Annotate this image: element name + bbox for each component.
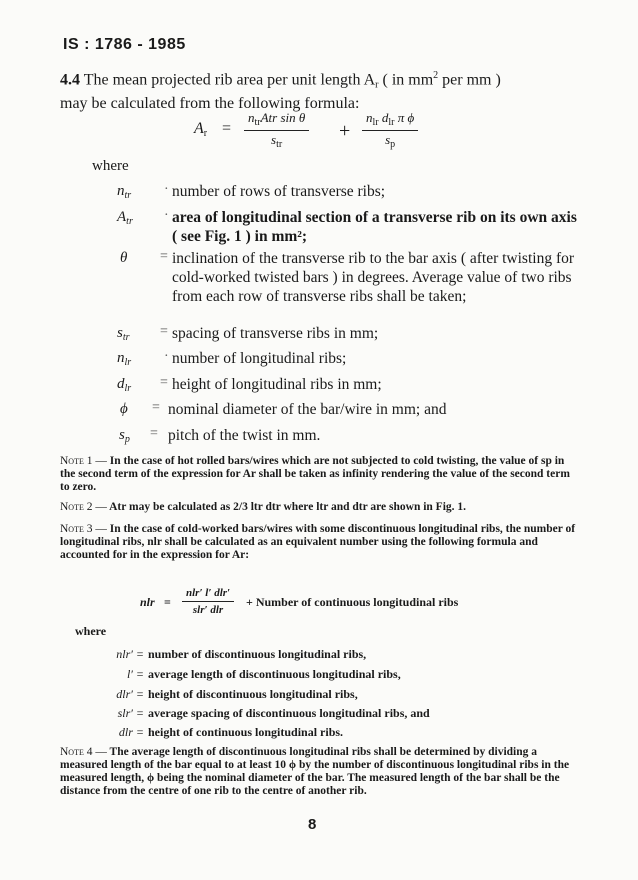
where-label: where [92, 158, 129, 174]
formula-equivalent-ribs: nlr = nlr′ l′ dlr′ slr′ dlr + Number of continuous longitudinal ribs [140, 587, 459, 616]
note-3: Note 3 — In the case of cold-worked bars/wires with some discontinuous longitudinal ribs, the number of longitudinal ribs, nlr shall be calculated as an equivalent number using the following formula and accounted for in the expression for Ar: [60, 523, 576, 561]
note-4: Note 4 — The average length of discontinuous longitudinal ribs shall be determined by dividing a measured length of the bar equal to at least 10 ϕ by the number of discontinuous longitudinal ribs in the measured length, ϕ being the nominal diameter of the bar. The measured length of the bar shall be the distance from the centre of one rib to the centre of another rib. [60, 746, 570, 797]
intro-line2: may be calculated from the following formula: [60, 95, 360, 113]
clause-4-4-intro: 4.4 The mean projected rib area per unit length $A_r$ ( in $mm^2$ per mm ) may be calculated from the following formula: [60, 66, 580, 113]
where-label-2: where [75, 624, 107, 638]
document-header: IS : 1786 - 1985 [63, 36, 186, 53]
clause-number: 4.4 [60, 71, 80, 89]
fraction-term2: $n_{lr}$ $d_{lr}$ π ϕ $s_p$ [362, 110, 418, 153]
note-1: Note 1 — In the case of hot rolled bars/wires which are not subjected to cold twisting, the value of sp in the second term of the expression for Ar shall be taken as infinity rendering the value of the second term to zero. [60, 455, 570, 493]
formula-rib-area: $A_r$ = $n_{tr}Atr$ sin θ $s_{tr}$ + $n_{lr}$ $d_{lr}$ π ϕ $s_p$ [194, 110, 474, 154]
document-page: IS : 1786 - 1985 4.4 The mean projected rib area per unit length $A_r$ ( in $mm^2$ per mm ) may be calculated from the following formula: $A_r$ = $n_{tr}Atr$ sin θ $s_{tr}$ + $n_{lr}$ $d_{lr}$ π ϕ $s_p$ where $n_{tr}$ · number of rows of transverse ribs; $A_{tr}$ · area of longitudinal section of a transverse rib on its own axis ( see Fig. 1 ) in mm²; θ = inclination of the transverse rib to the bar axis ( after twisting for cold-worked twisted bars ) in degrees. Average value of two ribs from each row of transverse ribs shall be taken; $s_{tr}$ = spacing of transverse ribs in mm; $n_{lr}$ · number of longitudinal ribs; $d_{lr}$ = height of longitudinal ribs in mm; ϕ = nominal diameter of the bar/wire in mm; and $s_p$ = pitch of the twist in mm. Note 1 — In the case of hot rolled bars/wires which are not subjected to cold twisting, the value of sp in the second term of the expression for Ar shall be taken as infinity rendering the value of the second term to zero. Note 2 — Atr may be calculated as 2/3 ltr dtr where ltr and dtr are shown in Fig. 1. Note 3 — In the case of cold-worked bars/wires with some discontinuous longitudinal ribs, the number of longitudinal ribs, nlr shall be calculated as an equivalent number using the following formula and accounted for in the expression for Ar: nlr = nlr′ l′ dlr′ slr′ dlr + Number of continuous longitudinal ribs where nlr′ = number of discontinuous longitudinal ribs, l′ = average length of discontinuous longitudinal ribs, dlr′ = height of discontinuous longitudinal ribs, slr′ = average spacing of discontinuous longitudinal ribs, and dlr = height of continuous longitudinal ribs. Note 4 — The average length of discontinuous longitudinal ribs shall be determined by dividing a measured length of the bar equal to at least 10 ϕ by the number of discontinuous longitudinal ribs in the measured length, ϕ being the nominal diameter of the bar. The measured length of the bar shall be the distance from the centre of one rib to the centre of another rib. 8 [0, 0, 638, 880]
fraction-term1: $n_{tr}Atr$ sin θ $s_{tr}$ [244, 110, 309, 153]
intro-line1: The mean projected rib area per unit length A [83, 71, 376, 89]
page-number: 8 [308, 816, 317, 833]
note-2: Note 2 — Atr may be calculated as 2/3 ltr dtr where ltr and dtr are shown in Fig. 1. [60, 501, 467, 513]
